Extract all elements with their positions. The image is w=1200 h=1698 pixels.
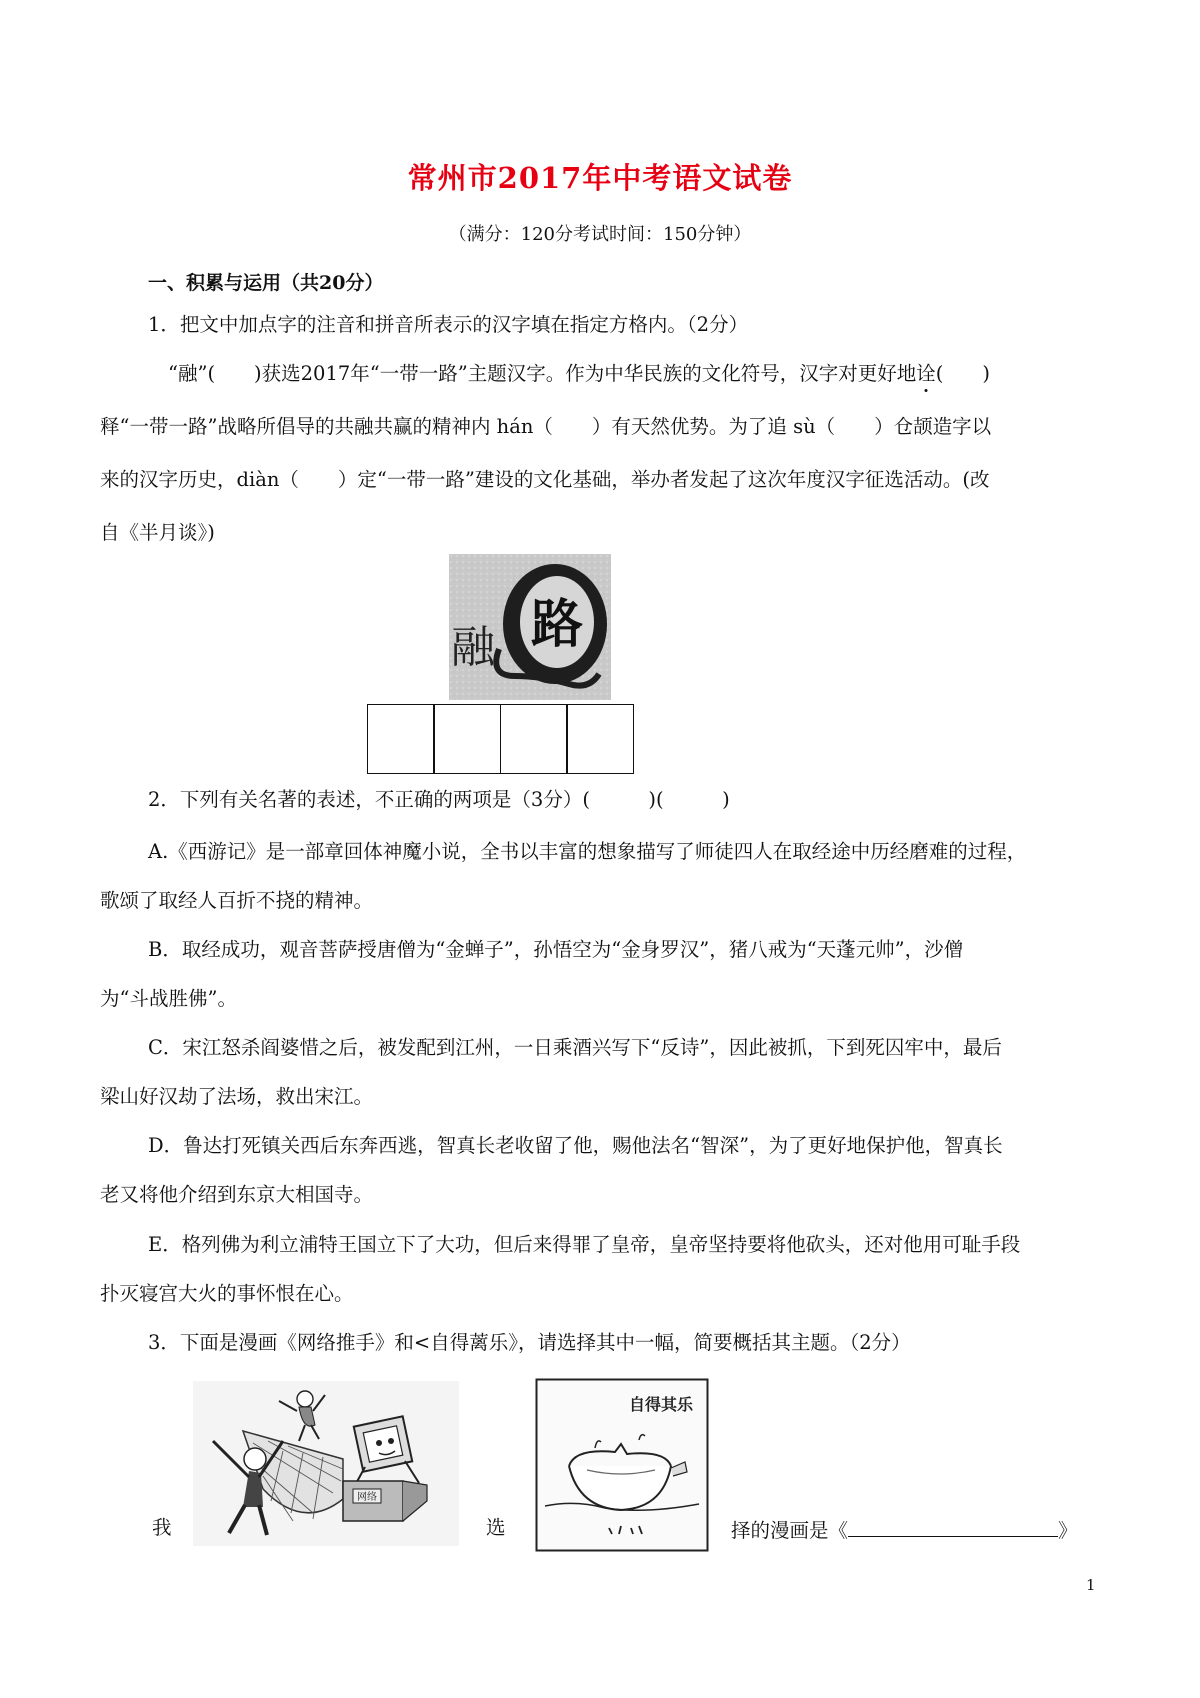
q1-line4: 自《半月谈》) xyxy=(100,521,215,544)
q2-option-d-cont: 老又将他介绍到东京大相国寺。 xyxy=(100,1183,374,1206)
q2-option-c-cont: 梁山好汉劫了法场，救出宋江。 xyxy=(100,1085,374,1108)
answer-box[interactable] xyxy=(500,704,568,774)
seal-char-right: 路 xyxy=(530,594,584,655)
q3-word-xuan: 选 xyxy=(486,1516,506,1539)
cartoon-internet-pusher xyxy=(193,1381,459,1546)
page-number: 1 xyxy=(1086,1576,1096,1594)
q3-answer-blank[interactable] xyxy=(848,1514,1058,1537)
q2-option-b: B．取经成功，观音菩萨授唐僧为“金蝉子”，孙悟空为“金身罗汉”，猪八戒为“天蓬元帅”，沙僧 xyxy=(148,938,964,961)
seal-char-left: 融 xyxy=(451,622,495,673)
q2-option-e: E．格列佛为利立浦特王国立下了大功，但后来得罪了皇帝，皇帝坚持要将他砍头，还对他用可耻手段 xyxy=(148,1233,1021,1256)
answer-box[interactable] xyxy=(433,704,501,774)
q1-line2: 释“一带一路”战略所倡导的共融共赢的精神内 hán（ ）有天然优势。为了追 sù（ ）仓颉造字以 xyxy=(100,415,992,438)
q1-line3: 来的汉字历史，diàn（ ）定“一带一路”建设的文化基础，举办者发起了这次年度汉字征选活动。(改 xyxy=(100,468,990,491)
seal-image xyxy=(449,554,611,700)
answer-box[interactable] xyxy=(566,704,634,774)
q3-answer-suffix: 》 xyxy=(1058,1519,1078,1542)
q3-answer-line xyxy=(731,1514,1078,1545)
q3-word-wo: 我 xyxy=(152,1516,172,1539)
dotted-char: 诠 xyxy=(916,362,936,385)
q3-stem: 3．下面是漫画《网络推手》和<自得蓠乐》，请选择其中一幅，简要概括其主题。（2分） xyxy=(148,1331,911,1354)
q2-option-a-cont: 歌颂了取经人百折不挠的精神。 xyxy=(100,889,374,912)
cartoon-self-amusement xyxy=(535,1378,709,1552)
answer-box[interactable] xyxy=(367,704,435,774)
q1-line1-blank: ( ) xyxy=(935,362,990,385)
q2-option-c: C．宋江怒杀阎婆惜之后，被发配到江州，一日乘酒兴写下“反诗”，因此被抓，下到死囚牢中，最后 xyxy=(148,1036,1002,1059)
q1-stem: 1．把文中加点字的注音和拼音所表示的汉字填在指定方格内。（2分） xyxy=(148,313,749,336)
q2-option-e-cont: 扑灭寝宫大火的事怀恨在心。 xyxy=(100,1282,354,1305)
box-label: 网络 xyxy=(357,1492,377,1503)
section-heading: 一、积累与运用（共20分） xyxy=(148,272,384,294)
q2-stem: 2．下列有关名著的表述，不正确的两项是（3分）( )( ) xyxy=(148,788,730,811)
cartoon-caption: 自得其乐 xyxy=(628,1395,693,1414)
q1-line1 xyxy=(168,360,990,388)
exam-info: （满分：120分考试时间：150分钟） xyxy=(448,224,752,245)
q1-line1-text: “融”( )获选2017年“一带一路”主题汉字。作为中华民族的文化符号，汉字对更好地 xyxy=(168,362,917,385)
q3-answer-prefix: 择的漫画是《 xyxy=(731,1519,849,1542)
answer-grid xyxy=(368,704,634,774)
q2-option-d: D．鲁达打死镇关西后东奔西逃，智真长老收留了他，赐他法名“智深”，为了更好地保护他，智真长 xyxy=(148,1134,1003,1157)
q2-option-a: A.《西游记》是一部章回体神魔小说，全书以丰富的想象描写了师徒四人在取经途中历经磨难的过程， xyxy=(148,840,1027,863)
page-title: 常州市2017年中考语文试卷 xyxy=(407,161,793,195)
q2-option-b-cont: 为“斗战胜佛”。 xyxy=(100,987,237,1010)
